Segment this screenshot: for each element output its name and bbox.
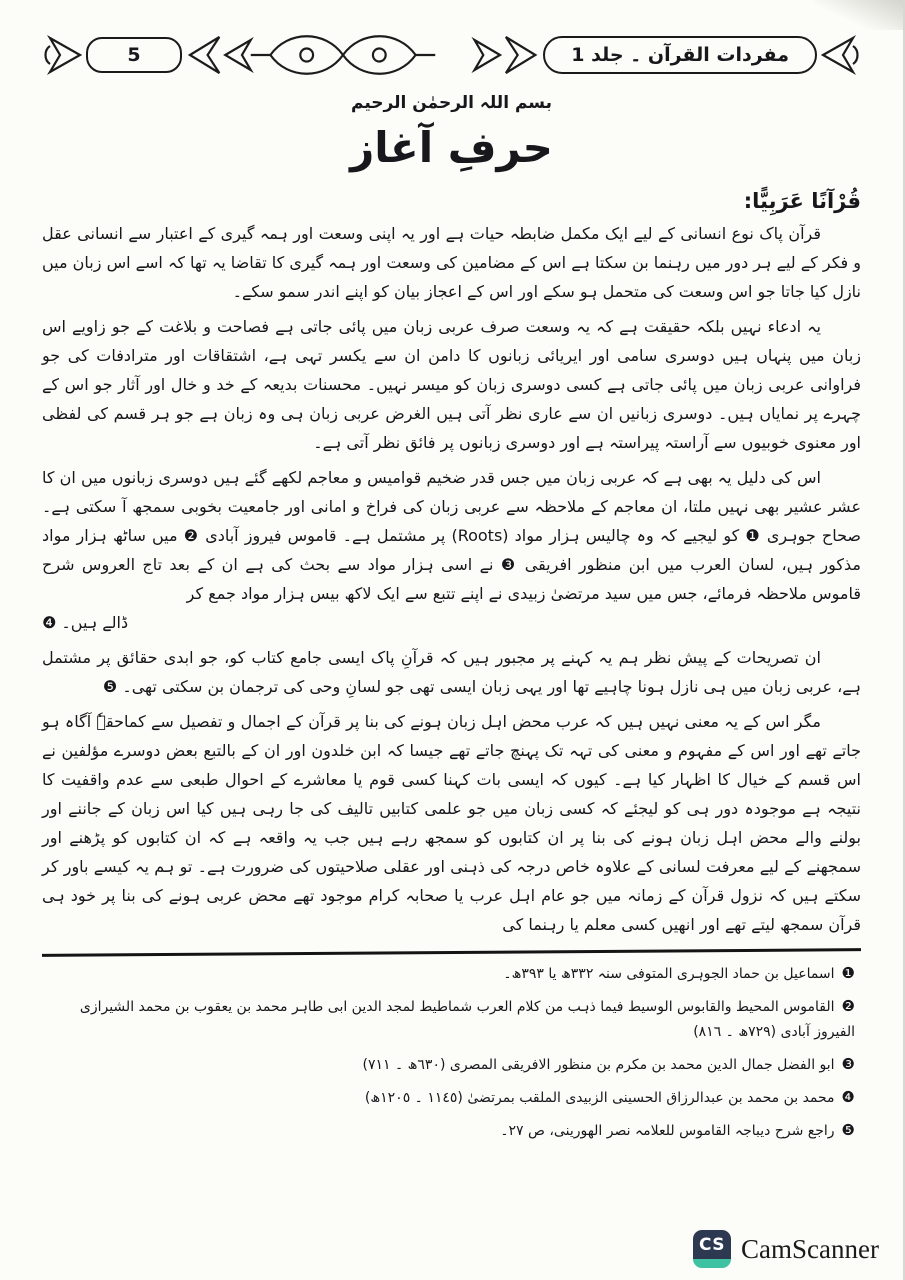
ornament-left-leaf-icon (42, 32, 82, 78)
footnote-text: القاموس المحیط والقابوس الوسیط فیما ذہب من کلام العرب شماطیط لمجد الدین ابی طاہر محمد بن یعقوب بن محمد الشیرازی الفیروز آبادی (٧٢٩ھ ۔ ٨١٦) (79, 999, 855, 1040)
section-heading: قُرْآنًا عَرَبِيًّا: (743, 189, 861, 213)
paragraph: یہ ادعاء نہیں بلکہ حقیقت ہے کہ یہ وسعت صرف عربی زبان میں پائی جاتی ہے فصاحت و بلاغت کے جو زاویے اس زبان میں پنہاں ہیں دوسری سامی اور ایریائی زبانوں کا دامن ان سے یکسر تہی ہے، اشتقاقات اور مترادفات کی جو فراوانی عربی زبان میں پائی جاتی ہے کسی دوسری زبان کو میسر نہیں۔ محسنات بدیعہ کے خد و خال اور آثار جو اس کے چہرے پر نمایاں ہیں۔ دوسری زبانیں ان سے عاری نظر آتی ہیں الغرض عربی زبان ہی وہ زبان ہے جو ہر قسم کی لفظی اور معنوی خوبیوں سے آراستہ پیراستہ ہے اور دوسری زبانوں پر فائق نظر آتی ہے۔ (42, 317, 861, 452)
paragraph: مگر اس کے یہ معنی نہیں ہیں کہ عرب محض اہل زبان ہونے کی بنا پر قرآن کے اجمال و تفصیل سے کماحقہٗ آگاہ ہو جاتے تھے اور اس کے مفہوم و معنی کی تہہ تک پہنچ جاتے تھے جیسا کہ ابن خلدون اور ان کے بالتبع بعض دوسرے مؤلفین نے اس قسم کے خیال کا اظہار کیا ہے۔ کیوں کہ ایسی بات کہنا کسی قوم یا معاشرے کے احوال طبعی سے عدم واقفیت کا نتیجہ ہے موجودہ دور ہی کو لیجئے کہ کسی زبان میں جو علمی کتابیں تالیف کی جا رہی ہیں کیا اس زبان کے جاننے اور بولنے والے محض اہل زبان ہونے کی بنا پر ان کتابوں کو سمجھ رہے ہیں جب یہ واقعہ ہے کہ ان کتابوں کو پڑھنے اور سمجھنے کے لیے معرفت لسانی کے علاوہ خاص درجہ کی ذہنی اور عقلی صلاحیتوں کی ضرورت ہے۔ تو ہم یہ کیسے باور کر سکتے ہیں کہ نزول قرآن کے زمانہ میں جو عام اہل عرب یا صحابہ کرام موجود تھے محض عربی ہونے کی بنا پر خود ہی قرآن سمجھ لیتے تھے اور انھیں کسی معلم یا رہنما کی (42, 712, 861, 934)
ornament-divider-icon (186, 32, 539, 78)
ornament-right-leaf-icon (821, 32, 861, 78)
paragraph: قرآن پاک نوع انسانی کے لیے ایک مکمل ضابطہ حیات ہے اور یہ اپنی وسعت اور ہمہ گیری کے اعتبار سے انسانی عقل و فکر کے لیے ہر دور میں رہنما بن سکتا ہے اس کے مضامین کی وسعت اور ہمہ گیری کا تقاضا یہ تھا کہ اسے اس زبان میں نازل کیا جاتا جو اس وسعت کی متحمل ہو سکے اور اس کے اعجاز بیان کو اپنے اندر سمو سکے۔ (42, 224, 861, 301)
footnote-text: راجع شرح دیباجہ القاموس للعلامہ نصر الھورینی، ص ٢٧۔ (500, 1123, 835, 1139)
camscanner-logo-icon (693, 1230, 731, 1268)
paragraph: اس کی دلیل یہ بھی ہے کہ عربی زبان میں جس قدر ضخیم قوامیس و معاجم لکھے گئے ہیں دوسری زبانوں میں ان کا عشر عشیر بھی نہیں ملتا، ان معاجم کے ملاحظہ سے عربی زبان کی فراخ و امانی اور جامعیت بخوبی سمجھ آ سکتی ہے۔ صحاح جوہری ❶ کو لیجیے کہ وہ چالیس ہزار مواد (Roots) پر مشتمل ہے۔ قاموس فیروز آبادی ❷ میں ساٹھ ہزار مواد مذکور ہیں، لسان العرب میں ابن منظور افریقی ❸ نے اسی ہزار مواد سے بحث کی ہے ان کے بعد تاج العروس شرح قاموس ملاحظہ فرمائے، جس میں سید مرتضیٰ زبیدی نے اپنے تتبع سے ایک لاکھ بیس ہزار مواد جمع کر (42, 468, 862, 603)
footnote-marker: ❺ (841, 1121, 855, 1139)
footnote-separator (42, 948, 861, 957)
footnote (42, 961, 861, 987)
footnote-marker: ❶ (841, 964, 855, 982)
footnote (42, 1052, 861, 1078)
header-band (42, 30, 861, 80)
footnote-marker: ❷ (841, 997, 855, 1015)
camscanner-badge-strip (693, 1259, 731, 1268)
scan-corner-shadow (813, 0, 903, 30)
camscanner-badge-text: CS (693, 1230, 731, 1259)
camscanner-label: CamScanner (741, 1233, 879, 1264)
chapter-title: حرفِ آغاز (350, 123, 553, 172)
footnote-text: ابو الفضل جمال الدین محمد بن مکرم بن منظور الافریقی المصری (٦٣٠ھ ۔ ٧١١) (362, 1057, 835, 1073)
paragraph: ان تصریحات کے پیش نظر ہم یہ کہنے پر مجبور ہیں کہ قرآنِ پاک ایسی جامع کتاب کو، جو ابدی حقائق پر مشتمل ہے، عربی زبان میں ہی نازل ہونا چاہیے تھا اور یہی زبان ایسی تھی جو لسانِ وحی کی ترجمان بن سکتی تھی۔ ❺ (42, 648, 861, 696)
footnote (42, 1085, 861, 1111)
footnote-text: محمد بن محمد بن عبدالرزاق الحسینی الزبیدی الملقب بمرتضیٰ (١١٤٥ ۔ ١٢٠٥ھ) (364, 1090, 835, 1106)
paragraph-tail: ڈالے ہیں۔ ❹ (42, 613, 129, 632)
book-title-cartouche: مفردات القرآن ۔ جلد 1 (543, 36, 817, 74)
page-number-badge: 5 (86, 37, 182, 73)
footnote (42, 994, 861, 1045)
footnote-marker: ❸ (841, 1055, 855, 1073)
bismillah-text: بسم اللہ الرحمٰن الرحیم (351, 93, 552, 113)
camscanner-watermark (693, 1230, 879, 1268)
footnote (42, 1118, 861, 1144)
footnote-text: اسماعیل بن حماد الجوہری المتوفی سنہ ٣٣٢ھ یا ٣٩٣ھ۔ (503, 966, 835, 982)
footnote-marker: ❹ (841, 1088, 855, 1106)
footnotes-section (42, 961, 861, 1144)
